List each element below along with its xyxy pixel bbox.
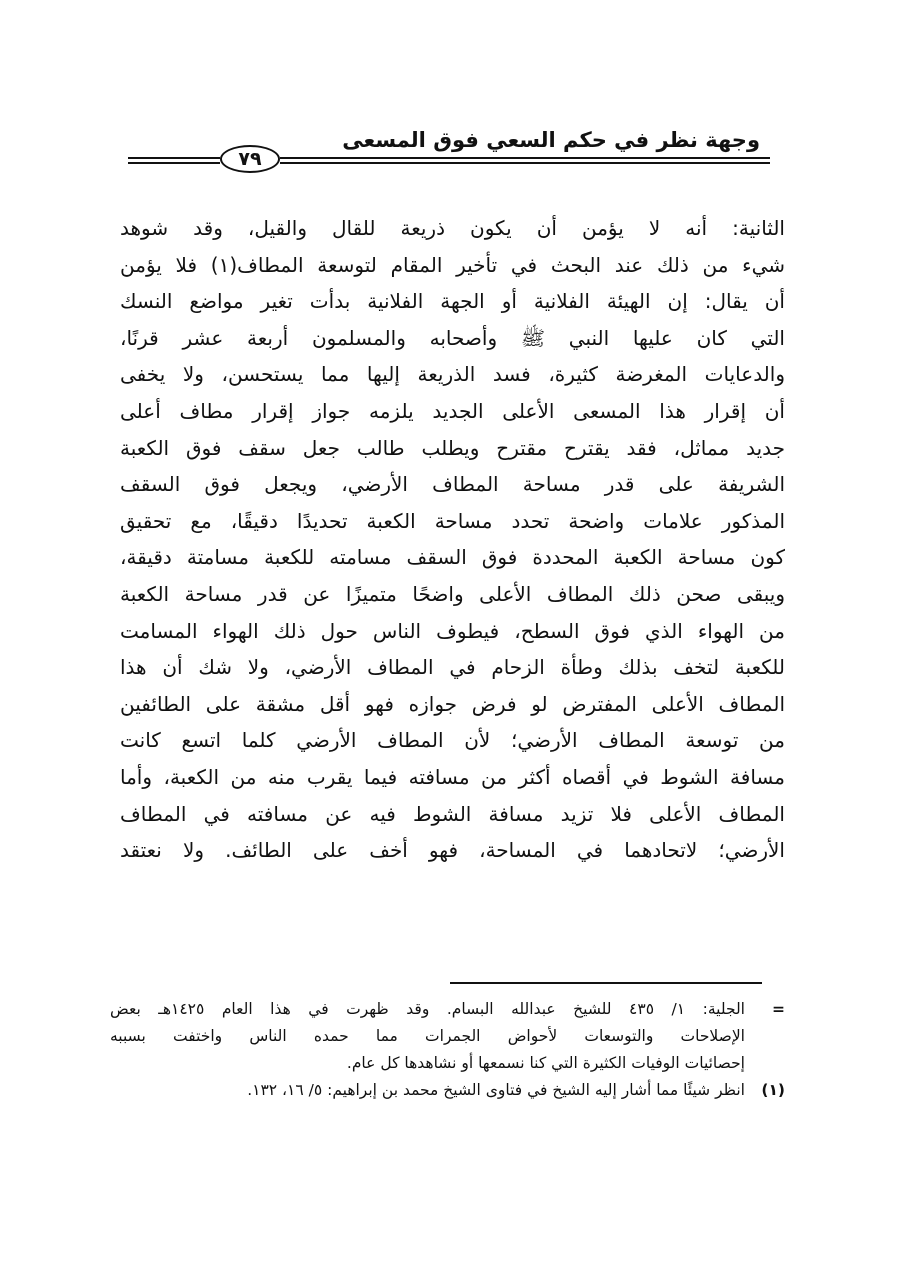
main-text (120, 210, 785, 869)
header-rule-left (128, 157, 220, 165)
page-number: ٧٩ (220, 145, 280, 173)
footnotes (110, 996, 785, 1104)
text-line: أن يقال: إن الهيئة الفلانية أو الجهة الفلانية بدأت تغير مواضع النسك (120, 289, 785, 314)
text-line: كون مساحة الكعبة المحددة فوق السقف مسامته للكعبة مسامتة دقيقة، (120, 545, 785, 570)
text-line: من الهواء الذي فوق السطح، فيطوف الناس حول ذلك الهواء المسامت (120, 618, 785, 643)
text-line: ويبقى صحن ذلك المطاف الأعلى واضحًا متميزًا عن قدر مساحة الكعبة (120, 581, 785, 606)
continuation-marker: = (772, 1000, 785, 1018)
text-line: الثانية: أنه لا يؤمن أن يكون ذريعة للقال والقيل، وقد شوهد (120, 216, 785, 240)
text-line: مسافة الشوط في أقصاه أكثر من مسافته فيما يقرب منه من الكعبة، وأما (120, 764, 785, 789)
footnote-line: إحصائيات الوفيات الكثيرة التي كنا نسمعها أو نشاهدها كل عام. (346, 1054, 745, 1072)
text-line: شيء من ذلك عند البحث في تأخير المقام لتوسعة المطاف(١) فلا يؤمن (120, 252, 785, 277)
text-line: للكعبة لتخف بذلك وطأة الزحام في المطاف الأرضي، ولا شك أن هذا (120, 655, 785, 680)
text-line: والدعايات المغرضة كثيرة، فسد الذريعة إليها مما يستحسن، ولا يخفى (120, 362, 785, 387)
footnote-line: الجلية: ١/ ٤٣٥ للشيخ عبدالله البسام. وقد ظهرت في هذا العام ١٤٢٥هـ بعض (110, 1000, 745, 1018)
text-line: الأرضي؛ لاتحادهما في المساحة، فهو أخف على الطائف. ولا نعتقد (120, 838, 785, 863)
text-line: المطاف الأعلى المفترض لو فرض جوازه فهو أقل مشقة على الطائفين (120, 691, 785, 716)
header-rule-right (280, 157, 770, 165)
footnote-separator (450, 982, 762, 984)
text-line: أن إقرار هذا المسعى الأعلى الجديد يلزمه جواز إقرار مطاف أعلى (120, 398, 785, 423)
text-line: جديد مماثل، فقد يقترح مقترح ويطلب طالب جعل سقف فوق الكعبة (120, 435, 785, 460)
running-title: وجهة نظر في حكم السعي فوق المسعى (342, 128, 760, 152)
text-line: المذكور علامات واضحة تحدد مساحة الكعبة تحديدًا دقيقًا، مع تحقيق (120, 508, 785, 533)
footnote-number: (١) (761, 1081, 785, 1099)
text-line: من توسعة المطاف الأرضي؛ لأن المطاف الأرضي كلما اتسع كانت (120, 728, 785, 753)
footnote-line: انظر شيئًا مما أشار إليه الشيخ في فتاوى الشيخ محمد بن إبراهيم: ٥/ ١٦، ١٣٢. (247, 1081, 745, 1099)
text-line: التي كان عليها النبي ﷺ وأصحابه والمسلمون أربعة عشر قرنًا، (120, 325, 785, 350)
text-line: المطاف الأعلى فلا تزيد مسافة الشوط فيه عن مسافته في المطاف (120, 801, 785, 826)
text-line: الشريفة على قدر مساحة المطاف الأرضي، ويجعل فوق السقف (120, 472, 785, 497)
footnote-continuation (110, 996, 785, 1077)
footnote-1 (110, 1077, 785, 1104)
footnote-line: الإصلاحات والتوسعات لأحواض الجمرات مما حمده الناس واختفت بسببه (110, 1027, 745, 1045)
